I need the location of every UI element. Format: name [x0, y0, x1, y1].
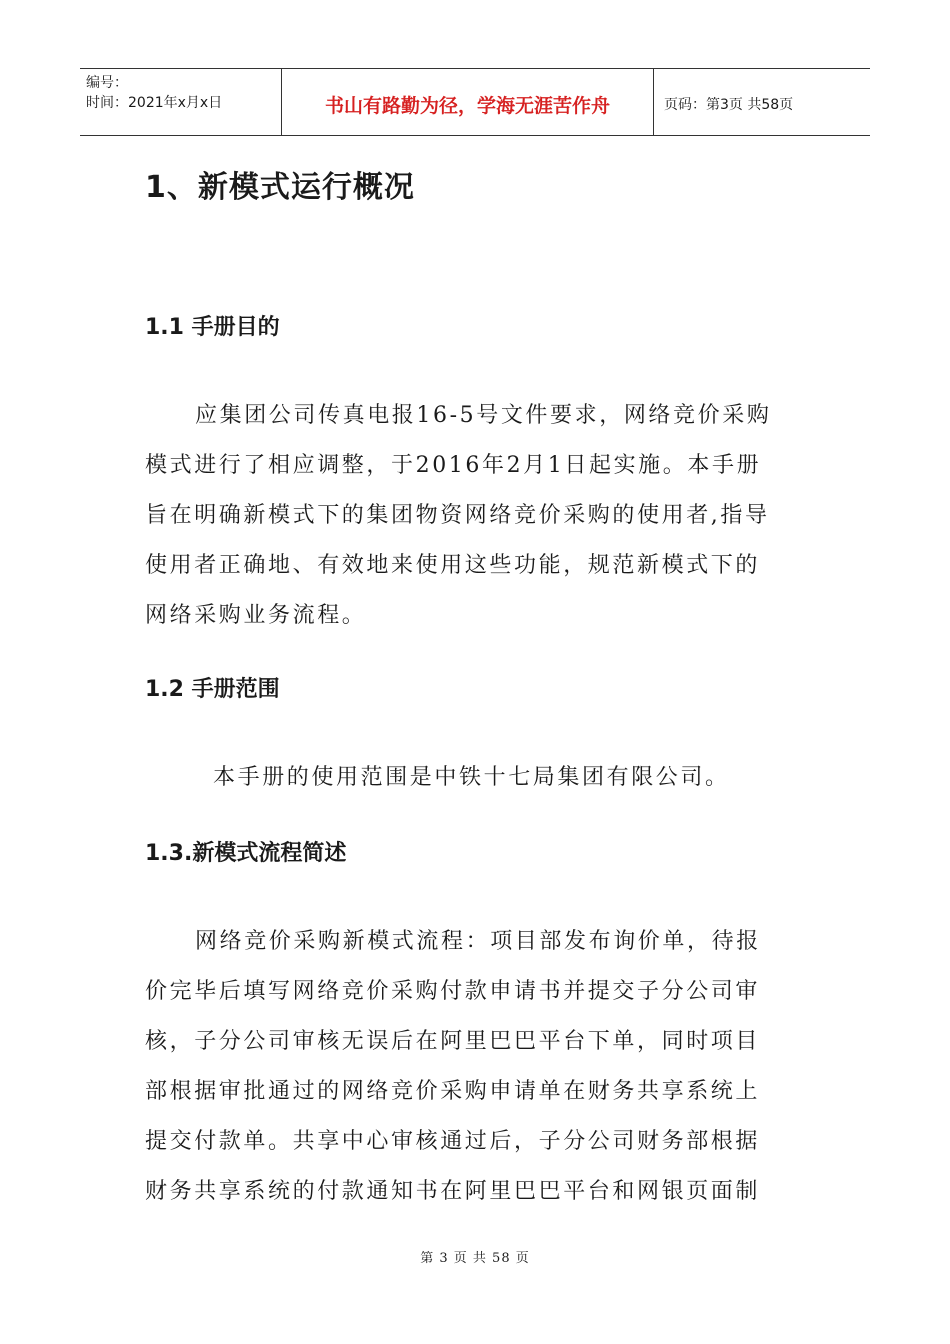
text-line: 模式进行了相应调整，于2016年2月1日起实施。本手册	[145, 453, 762, 478]
header-motto: 书山有路勤为径，学海无涯苦作舟	[282, 69, 654, 135]
text-line: 价完毕后填写网络竞价采购付款申请书并提交子分公司审	[145, 979, 761, 1004]
section-heading-purpose: 1.1 手册目的	[145, 315, 280, 340]
paragraph-purpose	[145, 391, 810, 641]
text-line: 应集团公司传真电报16-5号文件要求，网络竞价采购	[195, 403, 772, 428]
text-line: 网络采购业务流程。	[145, 603, 367, 628]
document-title: 1、新模式运行概况	[145, 170, 415, 205]
paragraph-process	[145, 917, 810, 1217]
text-line: 使用者正确地、有效地来使用这些功能，规范新模式下的	[145, 553, 761, 578]
date-label: 时间：2021年x月x日	[86, 95, 223, 111]
paragraph-scope	[145, 753, 810, 803]
text-line: 网络竞价采购新模式流程：项目部发布询价单，待报	[195, 929, 761, 954]
text-line: 提交付款单。共享中心审核通过后，子分公司财务部根据	[145, 1129, 761, 1154]
text-line: 本手册的使用范围是中铁十七局集团有限公司。	[213, 765, 730, 790]
section-heading-scope: 1.2 手册范围	[145, 677, 280, 702]
header-page-info: 页码：第3页 共58页	[664, 97, 794, 113]
section-heading-process: 1.3.新模式流程简述	[145, 841, 347, 866]
page-footer: 第 3 页 共 58 页	[420, 1251, 530, 1266]
header-meta	[80, 69, 282, 135]
number-label: 编号：	[86, 75, 128, 91]
text-line: 核，子分公司审核无误后在阿里巴巴平台下单，同时项目	[145, 1029, 761, 1054]
page-header	[80, 68, 870, 136]
text-line: 部根据审批通过的网络竞价采购申请单在财务共享系统上	[145, 1079, 761, 1104]
text-line: 财务共享系统的付款通知书在阿里巴巴平台和网银页面制	[145, 1179, 761, 1204]
text-line: 旨在明确新模式下的集团物资网络竞价采购的使用者,指导	[145, 503, 770, 528]
